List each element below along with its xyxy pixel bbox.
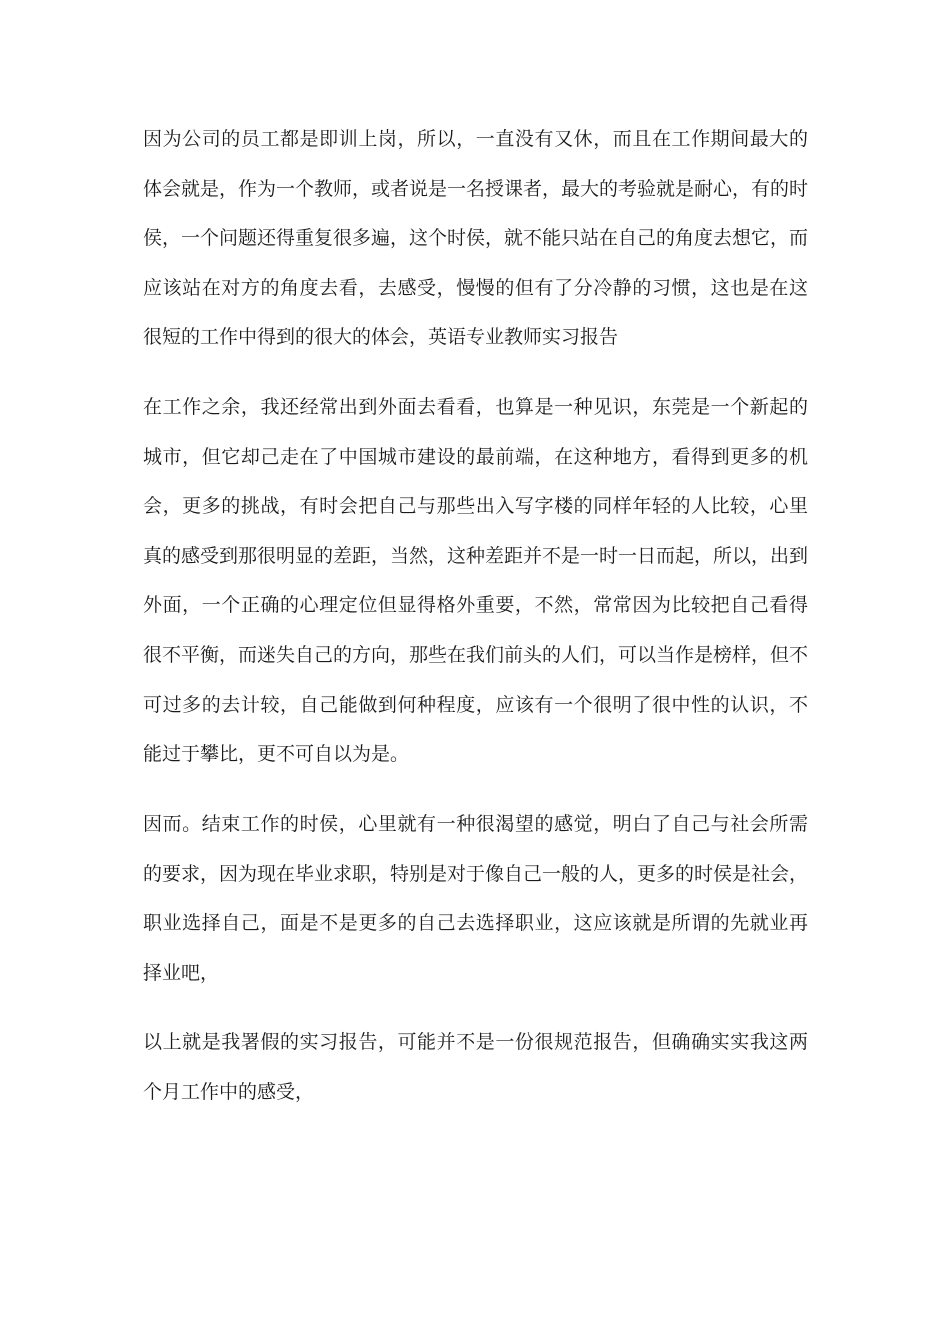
- paragraph-line: 城市，但它却己走在了中国城市建设的最前端，在这种地方，看得到更多的机: [143, 445, 808, 468]
- paragraph-line: 的要求，因为现在毕业求职，特别是对于像自己一般的人，更多的时侯是社会，: [143, 862, 809, 885]
- paragraph-line: 很不平衡，而迷失自己的方向，那些在我们前头的人们，可以当作是榜样，但不: [143, 643, 809, 666]
- paragraph-line: 很短的工作中得到的很大的体会，英语专业教师实习报告: [143, 326, 619, 349]
- paragraph-line: 体会就是，作为一个教师，或者说是一名授课者，最大的考验就是耐心，有的时: [143, 177, 809, 200]
- paragraph-line: 因而。结束工作的时侯，心里就有一种很渴望的感觉，明白了自己与社会所需: [143, 813, 808, 835]
- paragraph-line: 以上就是我署假的实习报告，可能并不是一份很规范报告，但确确实实我这两: [143, 1031, 808, 1053]
- paragraph-line: 外面，一个正确的心理定位但显得格外重要，不然，常常因为比较把自己看得: [143, 594, 808, 617]
- paragraph-line: 真的感受到那很明显的差距，当然，这种差距并不是一时一日而起，所以，出到: [143, 544, 809, 567]
- paragraph-1: [143, 115, 808, 363]
- paragraph-line: 可过多的去计较，自己能做到何种程度，应该有一个很明了很中性的认识，不: [143, 693, 808, 716]
- paragraph-3: [143, 800, 808, 998]
- paragraph-line: 因为公司的员工都是即训上岗，所以，一直没有又休，而且在工作期间最大的: [143, 128, 808, 150]
- paragraph-line: 职业选择自己，面是不是更多的自己去选择职业，这应该就是所谓的先就业再: [143, 912, 808, 935]
- paragraph-line: 择业吧，: [143, 961, 220, 984]
- paragraph-line: 应该站在对方的角度去看，去感受，慢慢的但有了分冷静的习惯，这也是在这: [143, 276, 808, 299]
- paragraph-line: 在工作之余，我还经常出到外面去看看，也算是一种见识，东莞是一个新起的: [143, 396, 808, 418]
- paragraph-line: 能过于攀比，更不可自以为是。: [143, 743, 410, 766]
- paragraph-line: 会，更多的挑战，有时会把自己与那些出入写字楼的同样年轻的人比较，心里: [143, 495, 808, 518]
- paragraph-4: [143, 1018, 808, 1117]
- paragraph-line: 侯，一个问题还得重复很多遍，这个时侯，就不能只站在自己的角度去想它，而: [143, 227, 809, 250]
- paragraph-line: 个月工作中的感受，: [143, 1080, 315, 1103]
- paragraph-2: [143, 383, 808, 780]
